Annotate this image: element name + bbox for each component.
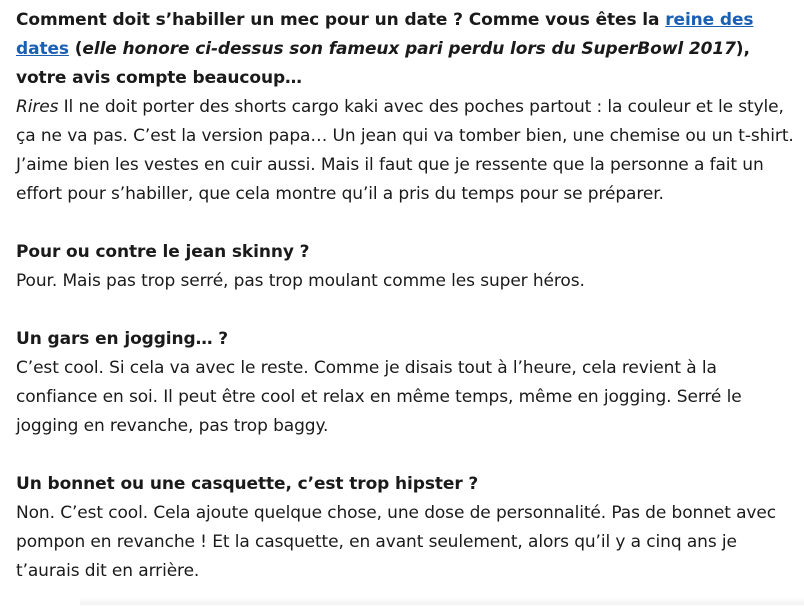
question-4: Un bonnet ou une casquette, c’est trop hipster ? [16, 474, 479, 494]
question-1-after: ), votre avis compte beaucoup… [16, 39, 750, 88]
qa-block-3 [16, 325, 796, 441]
answer-4: Non. C’est cool. Cela ajoute quelque chose, une dose de personnalité. Pas de bonnet avec pompon en revanche ! Et la casquette, en avant seulement, alors qu’il y a cinq ans je t’aurais dit en arrière. [16, 503, 776, 581]
bottom-fade [80, 597, 804, 605]
qa-block-1 [16, 6, 796, 209]
answer-2: Pour. Mais pas trop serré, pas trop moulant comme les super héros. [16, 271, 585, 291]
answer-3: C’est cool. Si cela va avec le reste. Comme je disais tout à l’heure, cela revient à la confiance en soi. Il peut être cool et relax en même temps, même en jogging. Serré le jogging en revanche, pas trop baggy. [16, 358, 742, 436]
answer-1-lead: Rires [16, 97, 59, 117]
qa-block-2 [16, 238, 796, 296]
interview-article [16, 6, 796, 615]
question-1-text: Comment doit s’habiller un mec pour un date ? Comme vous êtes la [16, 10, 666, 30]
qa-block-4 [16, 470, 796, 586]
question-2: Pour ou contre le jean skinny ? [16, 242, 310, 262]
reine-des-dates-link[interactable]: reine des dates [16, 10, 754, 59]
question-1-paren: ( [68, 39, 83, 59]
question-1 [16, 6, 796, 93]
question-3: Un gars en jogging… ? [16, 329, 229, 349]
answer-1 [16, 93, 796, 209]
answer-1-text: Il ne doit porter des shorts cargo kaki avec des poches partout : la couleur et le style, ça ne va pas. C’est la version papa… Un jean qui va tomber bien, une chemise ou un t-shirt. J’aime bien les vestes en cuir aussi. Mais il faut que je ressente que la personne a fait un effort pour s’habiller, que cela montre qu’il a pris du temps pour se préparer. [16, 97, 794, 204]
question-1-italic: elle honore ci-dessus son fameux pari perdu lors du SuperBowl 2017 [82, 39, 736, 59]
